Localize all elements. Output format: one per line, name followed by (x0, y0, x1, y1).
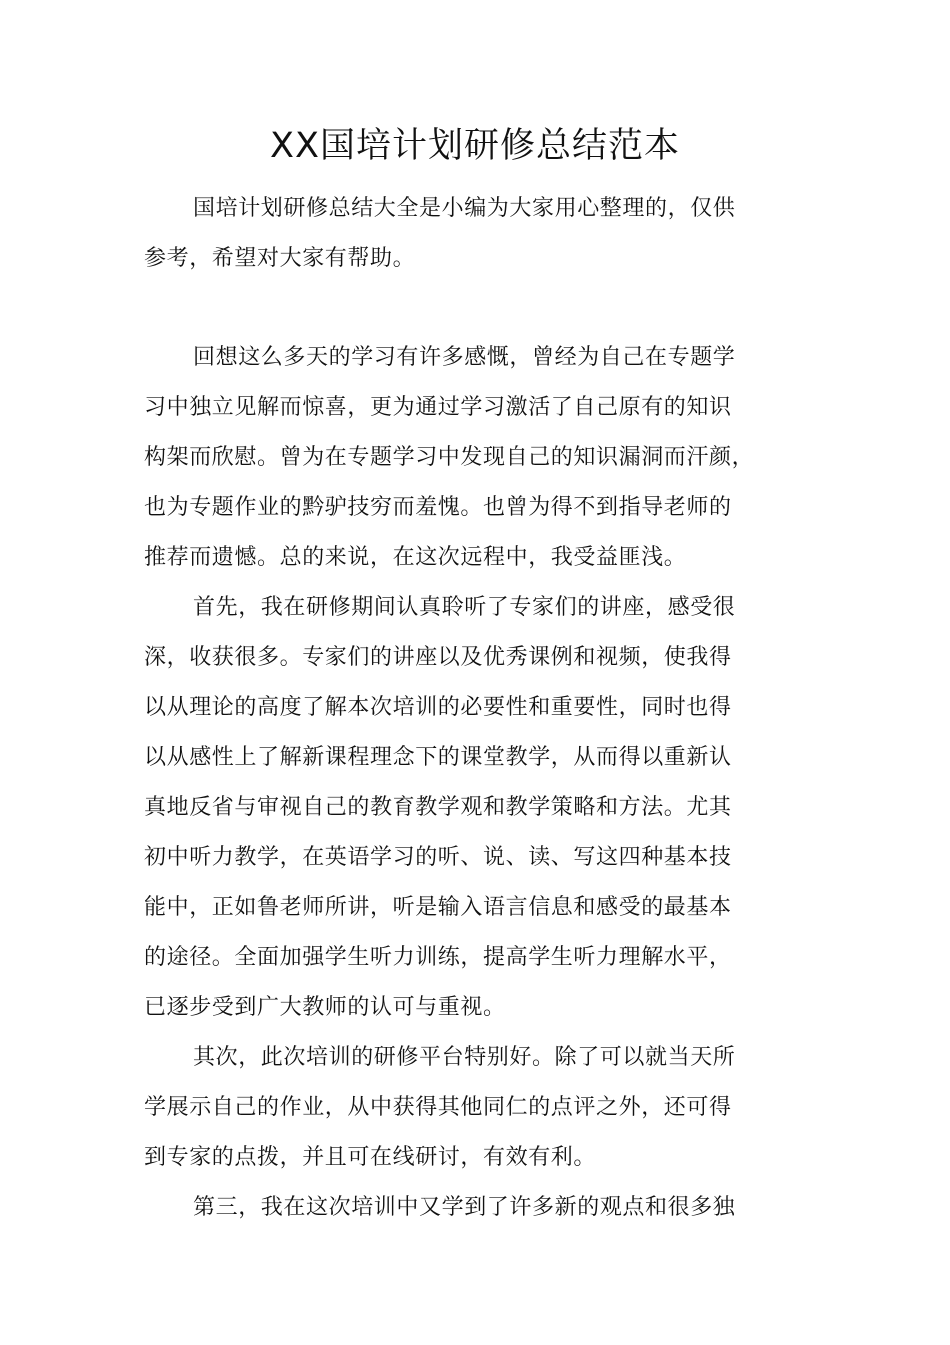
paragraph-line: 也为专题作业的黔驴技穷而羞愧。也曾为得不到指导老师的 (144, 495, 732, 520)
paragraph-line: 参考，希望对大家有帮助。 (144, 246, 416, 271)
paragraph-line: 已逐步受到广大教师的认可与重视。 (144, 995, 506, 1020)
paragraph-line: 的途径。全面加强学生听力训练，提高学生听力理解水平， (144, 945, 732, 970)
paragraph-line: 其次，此次培训的研修平台特别好。除了可以就当天所 (193, 1045, 736, 1070)
paragraph-line: 初中听力教学，在英语学习的听、说、读、写这四种基本技 (144, 845, 732, 870)
paragraph-line: 构架而欣慰。曾为在专题学习中发现自己的知识漏洞而汗颜， (144, 445, 755, 470)
paragraph-line: 推荐而遗憾。总的来说，在这次远程中，我受益匪浅。 (144, 545, 687, 570)
paragraph-line: 首先，我在研修期间认真聆听了专家们的讲座，感受很 (193, 595, 736, 620)
paragraph-line: 第三，我在这次培训中又学到了许多新的观点和很多独 (193, 1195, 736, 1220)
paragraph-line: 到专家的点拨，并且可在线研讨，有效有利。 (144, 1145, 597, 1170)
paragraph-line: 习中独立见解而惊喜，更为通过学习激活了自己原有的知识 (144, 395, 732, 420)
document-title: XX国培计划研修总结范本 (270, 126, 680, 166)
paragraph-line: 深，收获很多。专家们的讲座以及优秀课例和视频，使我得 (144, 645, 732, 670)
paragraph-line: 国培计划研修总结大全是小编为大家用心整理的，仅供 (193, 196, 736, 221)
paragraph-line: 真地反省与审视自己的教育教学观和教学策略和方法。尤其 (144, 795, 732, 820)
paragraph-line: 回想这么多天的学习有许多感慨，曾经为自己在专题学 (193, 345, 736, 370)
paragraph-line: 以从理论的高度了解本次培训的必要性和重要性，同时也得 (144, 695, 732, 720)
paragraph-line: 以从感性上了解新课程理念下的课堂教学，从而得以重新认 (144, 745, 732, 770)
paragraph-line: 能中，正如鲁老师所讲，听是输入语言信息和感受的最基本 (144, 895, 732, 920)
paragraph-line: 学展示自己的作业，从中获得其他同仁的点评之外，还可得 (144, 1095, 732, 1120)
